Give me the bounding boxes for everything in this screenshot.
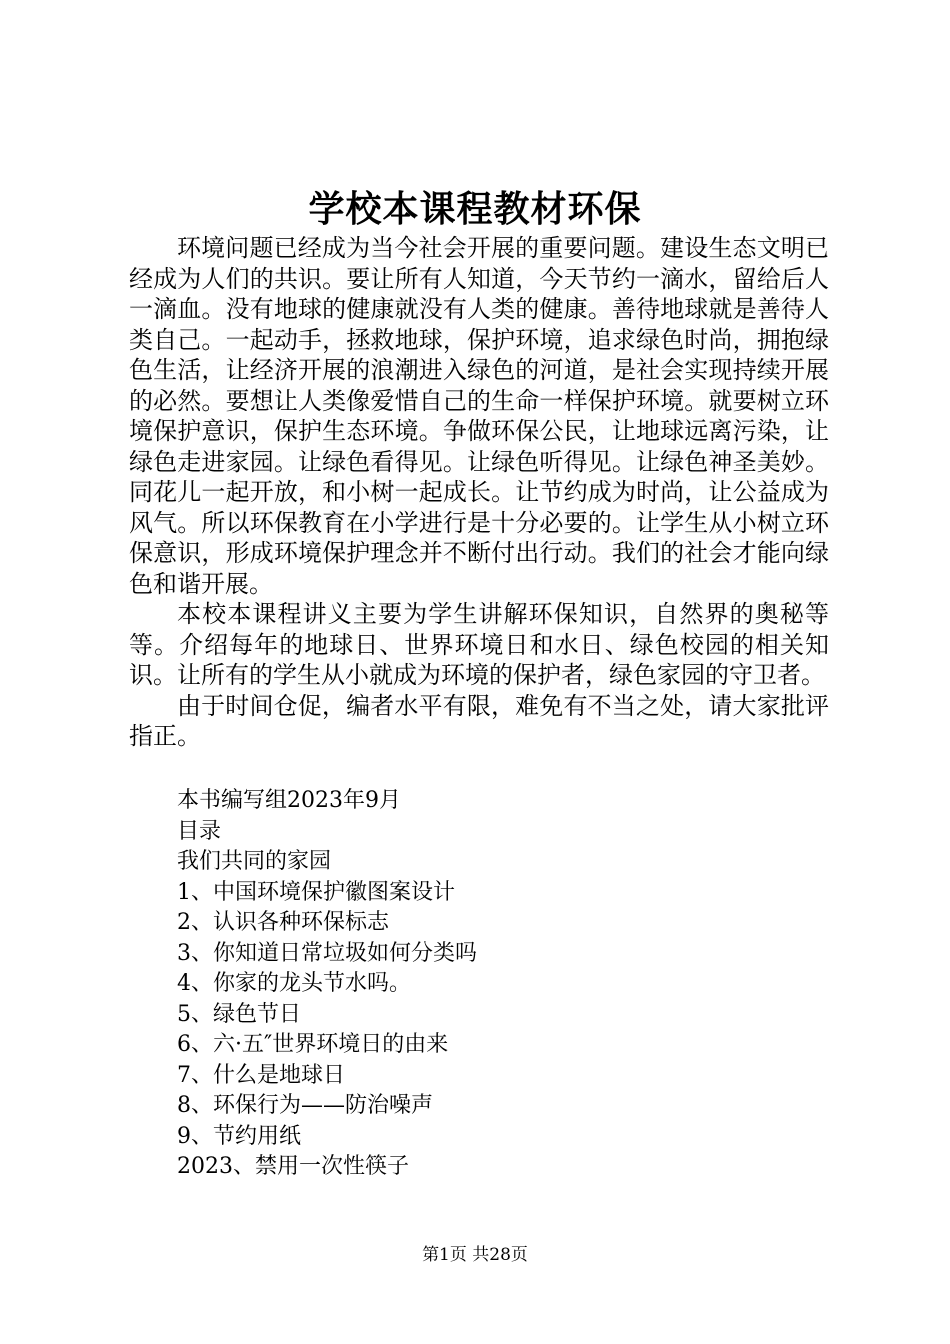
toc-item: 3、你知道日常垃圾如何分类吗 — [177, 940, 477, 966]
toc-item: 1、中国环境保护徽图案设计 — [177, 879, 455, 905]
signature-line: 本书编写组2023年9月 — [177, 788, 401, 813]
toc-block — [177, 786, 827, 1183]
toc-item: 2023、禁用一次性筷子 — [177, 1154, 409, 1179]
toc-item: 4、你家的龙头节水吗。 — [177, 971, 411, 996]
toc-item: 5、绿色节日 — [177, 1001, 301, 1027]
body-text — [129, 233, 829, 752]
toc-item: 8、环保行为——防治噪声 — [177, 1093, 433, 1118]
paragraph-apology: 由于时间仓促，编者水平有限，难免有不当之处，请大家批评指正。 — [129, 691, 829, 750]
paragraph-purpose: 本校本课程讲义主要为学生讲解环保知识，自然界的奥秘等等。介绍每年的地球日、世界环境日和水日、绿色校园的相关知识。让所有的学生从小就成为环境的保护者，绿色家园的守卫者。 — [129, 600, 829, 689]
toc-item: 6、六·五″世界环境日的由来 — [177, 1032, 449, 1057]
document-title: 学校本课程教材环保 — [308, 188, 642, 230]
toc-item: 2、认识各种环保标志 — [177, 910, 389, 935]
toc-item: 7、什么是地球日 — [177, 1062, 345, 1088]
paragraph-intro: 环境问题已经成为当今社会开展的重要问题。建设生态文明已经成为人们的共识。要让所有人知道，今天节约一滴水，留给后人一滴血。没有地球的健康就没有人类的健康。善待地球就是善待人类自己。一起动手，拯救地球，保护环境，追求绿色时尚，拥抱绿色生活，让经济开展的浪潮进入绿色的河道，是社会实现持续开展的必然。要想让人类像爱惜自己的生命一样保护环境。就要树立环境保护意识，保护生态环境。争做环保公民，让地球远离污染，让绿色走进家园。让绿色看得见。让绿色听得见。让绿色神圣美妙。同花儿一起开放，和小树一起成长。让节约成为时尚，让公益成为风气。所以环保教育在小学进行是十分必要的。让学生从小树立环保意识，形成环境保护理念并不断付出行动。我们的社会才能向绿色和谐开展。 — [129, 234, 829, 598]
page-footer: 第1页 共28页 — [422, 1245, 528, 1265]
toc-heading: 目录 — [177, 818, 222, 844]
toc-item: 9、节约用纸 — [177, 1123, 301, 1149]
section-heading: 我们共同的家园 — [177, 849, 332, 874]
